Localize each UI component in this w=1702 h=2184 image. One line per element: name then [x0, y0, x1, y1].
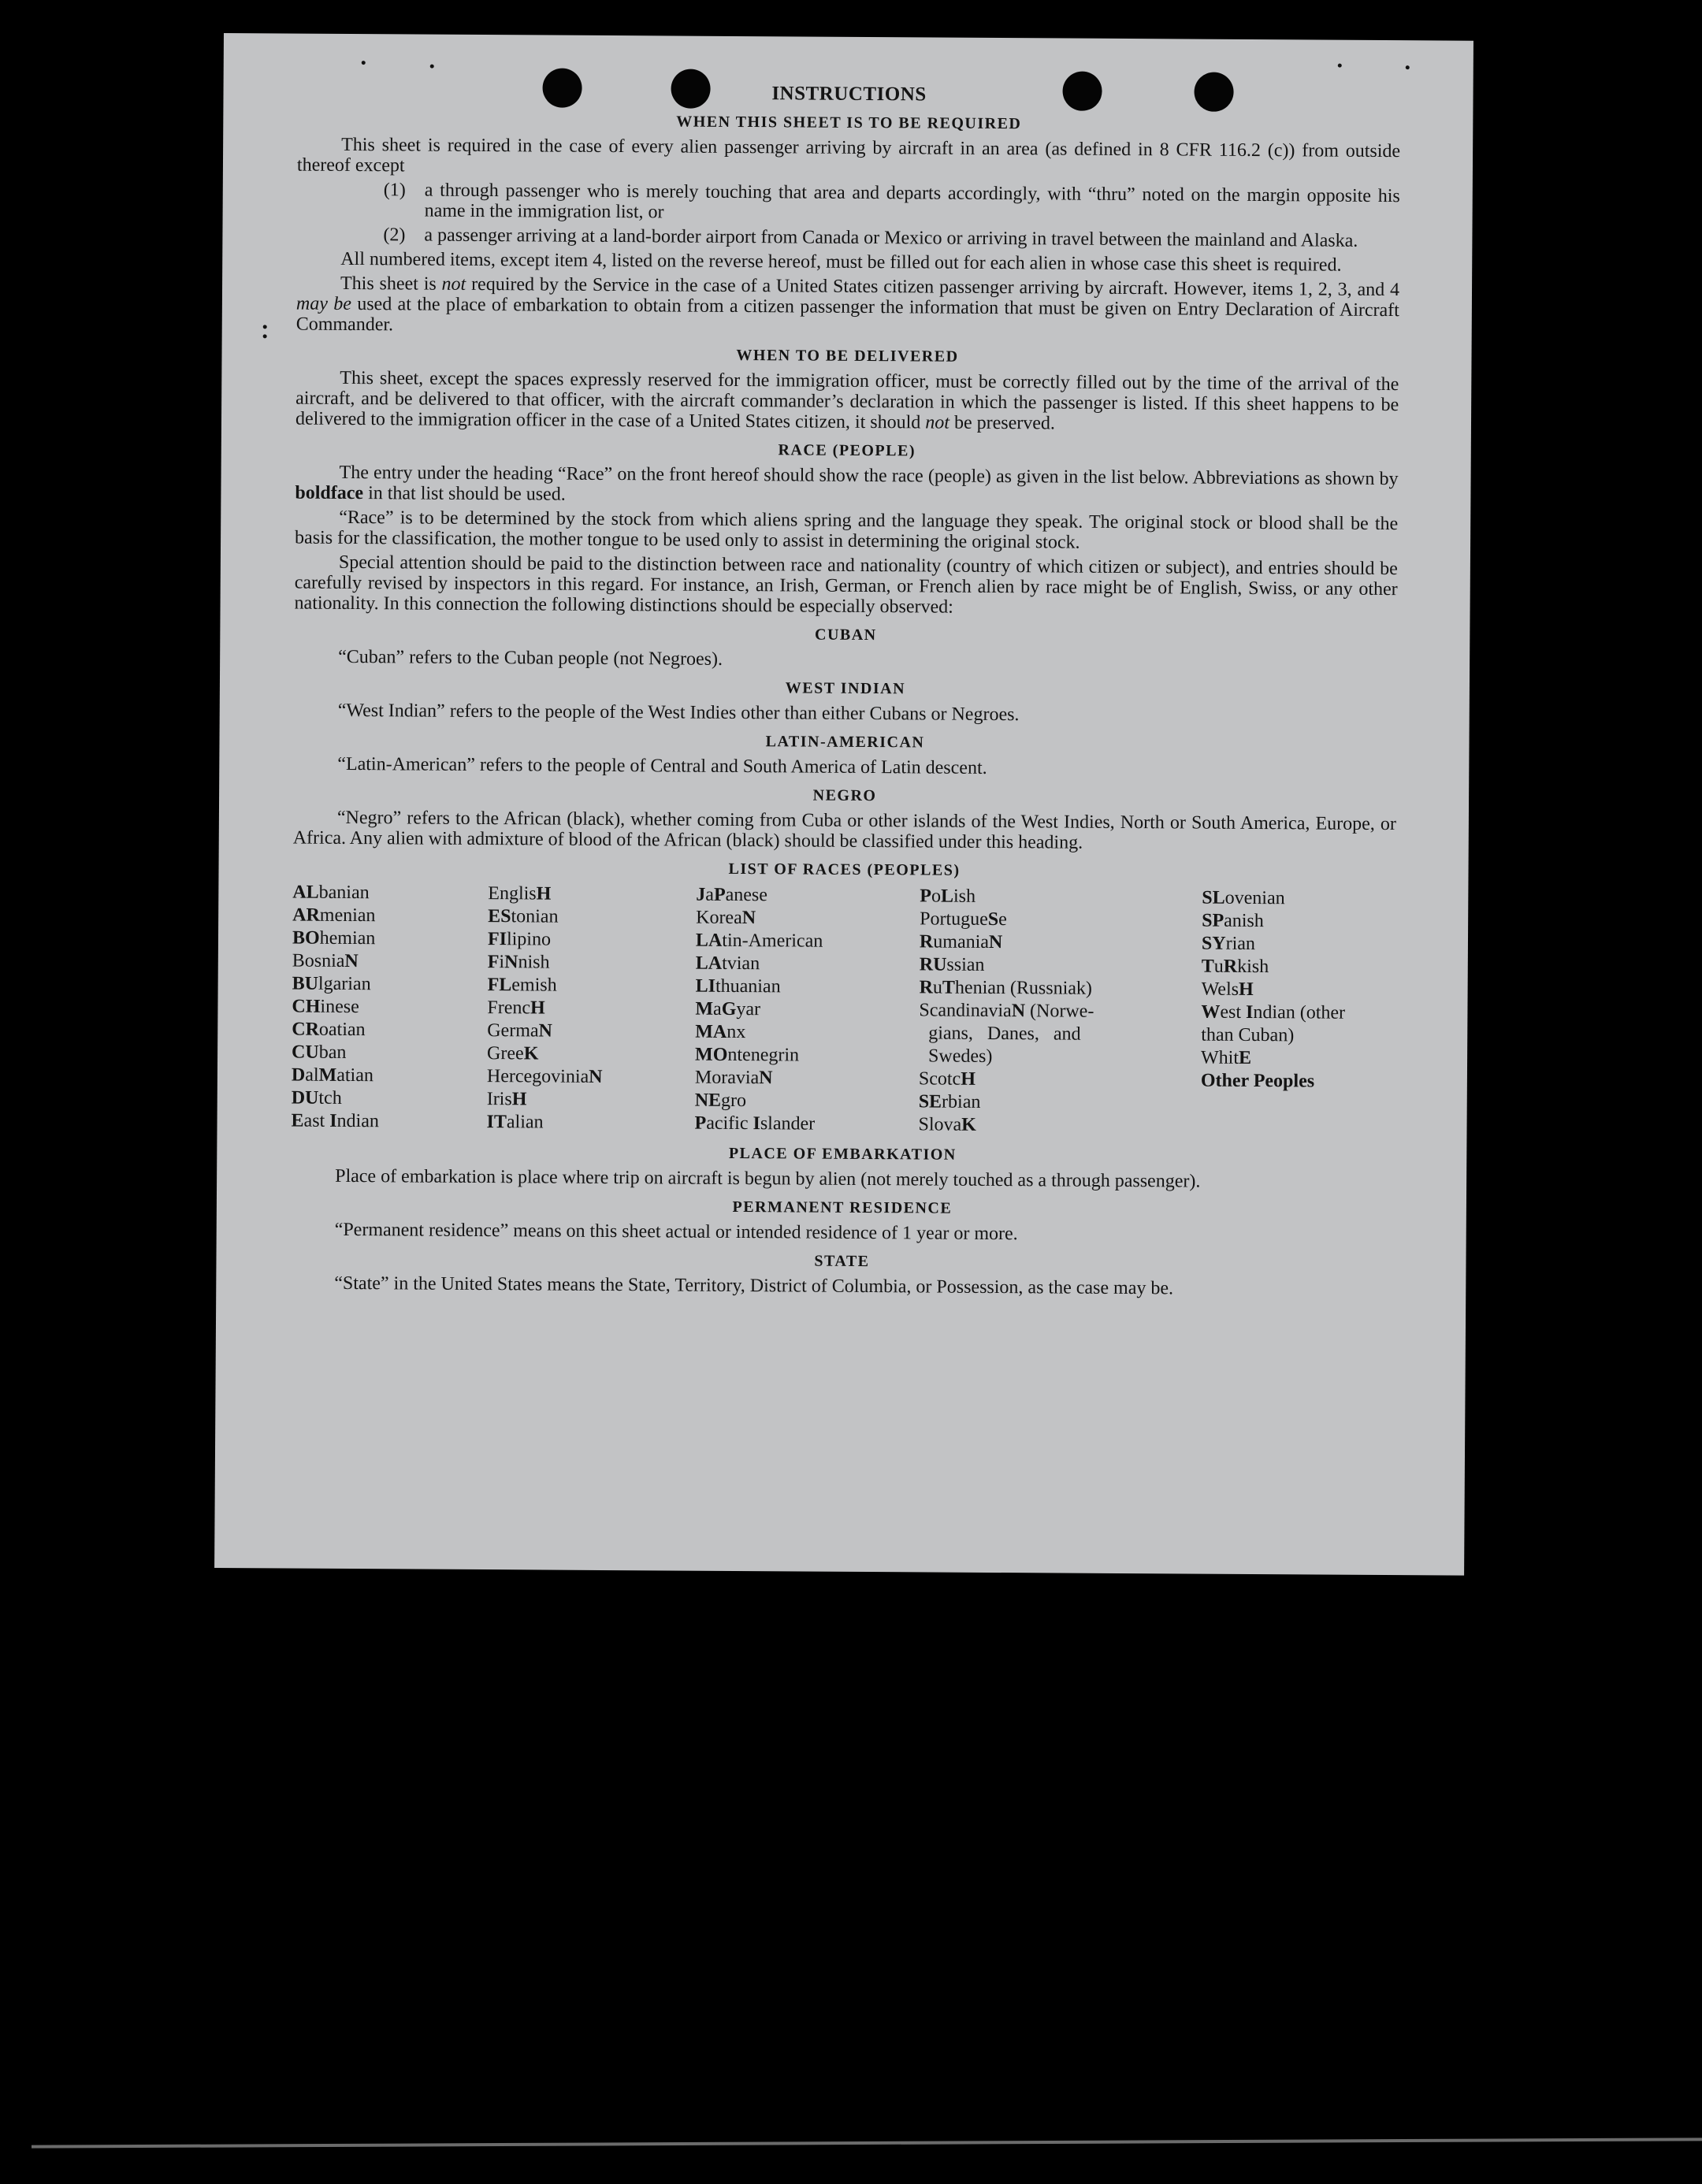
- paper-speck: [430, 65, 434, 69]
- race-entry: [920, 976, 1202, 1001]
- race-entry: [920, 908, 1202, 932]
- section-heading: STATE: [814, 1252, 870, 1271]
- paper-speck: [362, 61, 366, 65]
- race-abbreviation: E: [1238, 1047, 1252, 1068]
- race-text: hemian: [319, 927, 376, 949]
- race-abbreviation: SY: [1201, 933, 1226, 954]
- race-text: atian: [336, 1064, 373, 1086]
- emphasis-text: may be: [295, 293, 351, 314]
- race-text: Germa: [487, 1020, 539, 1042]
- race-text: umania: [933, 931, 990, 953]
- race-column: [486, 882, 696, 1135]
- race-abbreviation: R: [919, 931, 934, 953]
- text-run: The entry under the heading “Race” on the front hereof should show the race (people) as given in the list below. Abbreviations as shown by: [339, 462, 1399, 490]
- race-entry: [1202, 910, 1395, 934]
- paper-speck: [263, 334, 267, 338]
- race-abbreviation: CR: [292, 1019, 320, 1040]
- race-abbreviation: CU: [292, 1042, 319, 1063]
- race-text: ban: [318, 1042, 347, 1063]
- race-entry: [292, 1042, 487, 1066]
- paragraph: This sheet is required in the case of every alien passenger arriving by aircraft in an area (as defined in 8 CFR 116.2 (c)) from outside thereof except: [296, 134, 1401, 176]
- race-text: Scandinavia: [919, 1000, 1012, 1022]
- race-text: tin-American: [722, 930, 823, 952]
- paragraph: Place of embarkation is place where trip on aircraft is begun by alien (not merely touched as a through passenger).: [335, 1165, 1201, 1192]
- race-text: Gree: [487, 1043, 524, 1064]
- section-heading: LIST OF RACES (PEOPLES): [728, 860, 961, 879]
- race-abbreviation: I: [753, 1113, 760, 1135]
- race-text: anish: [1224, 910, 1264, 932]
- race-abbreviation: MA: [695, 1021, 727, 1042]
- race-entry: [919, 1068, 1201, 1092]
- race-abbreviation: P: [694, 1112, 707, 1134]
- paragraph: “Permanent residence” means on this sheet actual or intended residence of 1 year or more.: [334, 1219, 1018, 1245]
- race-abbreviation: J: [696, 884, 706, 905]
- race-text: Iris: [486, 1089, 512, 1110]
- race-abbreviation: P: [920, 886, 932, 907]
- section-heading: WHEN TO BE DELIVERED: [736, 346, 959, 366]
- race-entry: [695, 1044, 919, 1068]
- race-text: ndian (other: [1253, 1002, 1346, 1023]
- race-abbreviation: SP: [1202, 910, 1224, 931]
- race-entry: [1201, 1070, 1395, 1094]
- race-abbreviation: G: [721, 998, 737, 1020]
- race-entry: [488, 905, 696, 930]
- race-text: Korea: [696, 907, 742, 929]
- race-abbreviation: H: [1238, 979, 1254, 1001]
- race-abbreviation: W: [1201, 1001, 1221, 1023]
- race-text: slander: [760, 1113, 816, 1135]
- race-abbreviation: N: [504, 952, 518, 973]
- race-text: ntenegrin: [727, 1044, 800, 1066]
- section-heading: RACE (PEOPLE): [778, 441, 916, 460]
- race-entry: [292, 973, 488, 997]
- race-entry: [1201, 1001, 1395, 1026]
- race-abbreviation: ES: [488, 906, 511, 927]
- race-entry: [292, 950, 488, 975]
- paragraph: [295, 462, 1398, 511]
- race-text: Scotc: [918, 1068, 961, 1090]
- race-column: [1200, 887, 1395, 1139]
- race-text: ndian: [336, 1110, 380, 1132]
- race-abbreviation: BO: [292, 927, 320, 949]
- race-abbreviation: L: [940, 886, 954, 907]
- race-text: Englis: [488, 883, 537, 904]
- text-run: This sheet is: [340, 273, 442, 295]
- race-column: [694, 884, 920, 1137]
- bold-text: boldface: [295, 482, 364, 504]
- race-abbreviation: N: [589, 1066, 603, 1087]
- paragraph: All numbered items, except item 4, listed on the reverse hereof, must be filled out for each alien in whose case this sheet is required.: [340, 248, 1342, 276]
- race-text: tvian: [722, 953, 760, 975]
- race-abbreviation: LA: [695, 953, 723, 974]
- race-abbreviation: H: [530, 997, 545, 1019]
- paragraph: “Negro” refers to the African (black), whether coming from Cuba or other islands of the West Indies, North or South America, Europe, or Africa. Any alien with admixture of blood of the African (black) should be classified under this heading.: [292, 807, 1396, 853]
- race-text: Hercegovinia: [486, 1066, 589, 1087]
- race-entry: [292, 1064, 487, 1089]
- race-text: yar: [736, 998, 761, 1020]
- race-entry: [292, 1087, 487, 1112]
- section-heading: CUBAN: [814, 626, 877, 644]
- list-item: [296, 225, 1399, 252]
- race-abbreviation: N: [759, 1068, 773, 1089]
- race-text: inese: [320, 996, 359, 1018]
- race-abbreviation: IT: [486, 1112, 507, 1133]
- race-text: u: [1213, 956, 1224, 977]
- paragraph: “Latin-American” refers to the people of Central and South America of Latin descent.: [337, 753, 987, 778]
- race-entry: [1202, 887, 1395, 912]
- race-text: nx: [727, 1021, 746, 1043]
- race-text: than Cuban): [1201, 1024, 1295, 1046]
- race-column: [291, 882, 488, 1135]
- race-abbreviation: CH: [292, 996, 321, 1017]
- race-text: nish: [518, 952, 550, 973]
- race-entry: [488, 951, 696, 975]
- race-entry: [487, 1020, 695, 1044]
- race-text: acific: [706, 1112, 753, 1135]
- races-list: [291, 882, 1395, 1140]
- race-abbreviation: MO: [695, 1044, 728, 1065]
- race-entry: [919, 999, 1201, 1023]
- race-abbreviation: N: [741, 908, 756, 929]
- race-entry: [696, 953, 920, 977]
- race-text: alian: [506, 1112, 544, 1133]
- paper-speck: [1406, 65, 1410, 69]
- section-heading: WHEN THIS SHEET IS TO BE REQUIRED: [676, 113, 1022, 133]
- race-entry: [696, 930, 920, 954]
- item-number: (1): [383, 180, 406, 201]
- race-text: Swedes): [919, 1046, 993, 1067]
- race-entry: [292, 1019, 487, 1043]
- item-number: (2): [383, 225, 406, 246]
- race-abbreviation: SE: [918, 1091, 942, 1112]
- race-abbreviation: M: [695, 998, 714, 1020]
- section-heading: PERMANENT RESIDENCE: [732, 1198, 953, 1217]
- race-entry: [919, 1022, 1201, 1046]
- race-entry: [694, 1112, 918, 1137]
- emphasis-text: not: [925, 412, 950, 433]
- race-abbreviation: P: [713, 884, 726, 905]
- race-entry: [488, 882, 696, 907]
- paragraph: [296, 273, 1399, 342]
- page-title: INSTRUCTIONS: [771, 83, 927, 106]
- race-text: tonian: [511, 906, 559, 927]
- race-text: Slova: [918, 1114, 962, 1135]
- race-entry: [1201, 1024, 1395, 1049]
- race-entry: [696, 975, 920, 1000]
- race-abbreviation: BU: [292, 973, 319, 994]
- emphasis-text: not: [441, 273, 466, 295]
- section-heading: NEGRO: [812, 786, 877, 805]
- text-run: be preserved.: [949, 412, 1056, 434]
- race-text: oatian: [318, 1019, 366, 1041]
- race-text: a: [705, 884, 715, 905]
- race-text: ssian: [946, 954, 985, 975]
- race-abbreviation: N: [344, 950, 359, 972]
- paragraph: Special attention should be paid to the distinction between race and nationality (country of which citizen or subject), and entries should be carefully revised by inspectors in this regard. For instance, an Irish, German, or French alien by race might be of English, Swiss, or any other nationality. In this connection the following distinctions should be especially observed:: [294, 552, 1398, 618]
- list-item: [297, 180, 1400, 228]
- race-entry: [1201, 1047, 1395, 1072]
- race-abbreviation: FI: [487, 929, 507, 950]
- race-entry: [487, 1088, 695, 1112]
- race-text: Portugue: [920, 908, 988, 930]
- race-abbreviation: T: [942, 977, 956, 998]
- race-abbreviation: SL: [1202, 887, 1225, 908]
- race-entry: [292, 904, 488, 929]
- race-text: ovenian: [1224, 887, 1285, 909]
- race-entry: [695, 1067, 919, 1091]
- race-text: ast: [303, 1110, 330, 1131]
- race-abbreviation: E: [291, 1110, 304, 1131]
- race-text: ish: [953, 886, 976, 907]
- text-run: in that list should be used.: [363, 483, 566, 505]
- race-text: Moravia: [694, 1067, 760, 1089]
- race-abbreviation: I: [1246, 1001, 1254, 1023]
- race-text: emish: [511, 975, 557, 996]
- section-heading: WEST INDIAN: [785, 679, 906, 698]
- race-abbreviation: M: [318, 1064, 337, 1086]
- paper-speck: [1338, 64, 1342, 68]
- race-entry: [920, 930, 1202, 955]
- race-entry: [292, 882, 488, 906]
- race-text: o: [931, 886, 942, 907]
- race-abbreviation: NE: [694, 1090, 722, 1111]
- scan-edge-line: [32, 2138, 1702, 2148]
- race-text: anese: [725, 884, 768, 906]
- race-entry: [487, 1065, 695, 1090]
- race-abbreviation: LA: [695, 930, 723, 951]
- race-text: Whit: [1200, 1047, 1239, 1068]
- race-column: [918, 885, 1202, 1138]
- race-abbreviation: D: [291, 1064, 306, 1086]
- section-heading: LATIN-AMERICAN: [765, 733, 925, 752]
- section-heading: PLACE OF EMBARKATION: [728, 1144, 957, 1164]
- race-entry: [919, 1090, 1201, 1115]
- race-text: gians, Danes, and: [919, 1023, 1081, 1045]
- race-abbreviation: RU: [919, 954, 947, 975]
- race-abbreviation: H: [961, 1068, 975, 1090]
- race-entry: [291, 1110, 486, 1135]
- race-text: Frenc: [487, 997, 531, 1019]
- race-entry: [696, 884, 920, 908]
- race-entry: [1202, 979, 1395, 1003]
- race-text: thuanian: [715, 975, 781, 997]
- race-entry: [695, 1021, 919, 1046]
- race-abbreviation: F: [487, 952, 500, 973]
- race-text: menian: [319, 904, 376, 927]
- paragraph: “West Indian” refers to the people of the West Indies other than either Cubans or Negroes.: [337, 700, 1020, 726]
- race-text: a: [713, 998, 722, 1020]
- race-abbreviation: DU: [291, 1087, 319, 1109]
- race-entry: [695, 1090, 919, 1114]
- race-text: e: [998, 909, 1007, 930]
- race-abbreviation: K: [523, 1043, 539, 1064]
- race-abbreviation: Other Peoples: [1200, 1070, 1315, 1092]
- race-entry: [696, 907, 920, 931]
- race-entry: [919, 1045, 1201, 1069]
- race-abbreviation: AR: [292, 904, 320, 926]
- race-entry: [1202, 956, 1395, 980]
- race-text: lgarian: [318, 973, 371, 995]
- race-entry: [920, 885, 1202, 909]
- race-abbreviation: AL: [292, 882, 319, 903]
- instructions-text: [290, 81, 1400, 1305]
- paragraph: [295, 368, 1399, 436]
- document-page: [214, 33, 1473, 1576]
- race-entry: [487, 997, 695, 1021]
- race-text: rian: [1225, 933, 1256, 955]
- race-entry: [487, 1042, 695, 1067]
- race-text: tch: [318, 1087, 342, 1109]
- race-abbreviation: N: [538, 1020, 552, 1042]
- paragraph: “State” in the United States means the State, Territory, District of Columbia, or Possession, as the case may be.: [334, 1272, 1174, 1299]
- race-entry: [292, 996, 487, 1020]
- race-abbreviation: K: [961, 1114, 976, 1135]
- text-run: required by the Service in the case of a United States citizen passenger arriving by aircraft. However, items 1, 2, 3, and 4: [466, 273, 1400, 301]
- race-abbreviation: FL: [487, 975, 512, 996]
- item-text: a through passenger who is merely touching that area and departs accordingly, with “thru” noted on the margin opposite his name in the immigration list, or: [424, 180, 1400, 223]
- race-text: banian: [318, 882, 370, 904]
- race-text: u: [932, 977, 943, 998]
- race-text: gro: [720, 1090, 747, 1112]
- race-abbreviation: T: [1201, 956, 1214, 977]
- race-entry: [918, 1113, 1200, 1138]
- race-text: est: [1220, 1001, 1247, 1023]
- race-abbreviation: N: [1011, 1001, 1026, 1022]
- race-abbreviation: LI: [695, 975, 716, 997]
- race-text: al: [305, 1064, 319, 1086]
- race-entry: [695, 998, 919, 1023]
- race-entry: [292, 927, 488, 952]
- race-entry: [920, 953, 1202, 978]
- race-text: i: [499, 952, 505, 973]
- paragraph: “Race” is to be determined by the stock from which aliens spring and the language they speak. The original stock or blood shall be the basis for the classification, the mother tongue to be used only to assist in determining the original stock.: [295, 507, 1399, 553]
- race-abbreviation: N: [988, 931, 1003, 953]
- race-text: rbian: [942, 1091, 981, 1112]
- race-entry: [488, 928, 696, 953]
- text-run: This sheet, except the spaces expressly reserved for the immigration officer, must be correctly filled out by the time of the arrival of the aircraft, and be delivered to that officer, with the aircraft commander’s declaration in which the passenger is listed. If this sheet happens to be delivered to the immigration officer in the case of a United States citizen, it should: [295, 367, 1399, 433]
- race-abbreviation: S: [987, 908, 999, 930]
- race-abbreviation: H: [511, 1089, 527, 1110]
- paragraph: “Cuban” refers to the Cuban people (not Negroes).: [338, 646, 723, 670]
- race-text: Bosnia: [292, 950, 345, 971]
- race-abbreviation: I: [329, 1110, 337, 1131]
- race-text: Wels: [1201, 979, 1239, 1000]
- text-run: used at the place of embarkation to obtain from a citizen passenger the information that must be given on Entry Declaration of Aircraft Commander.: [295, 293, 1399, 336]
- race-entry: [1202, 933, 1395, 957]
- race-abbreviation: R: [1223, 956, 1238, 977]
- race-entry: [488, 974, 696, 998]
- race-abbreviation: R: [919, 977, 934, 998]
- paper-speck: [263, 325, 267, 329]
- race-text: (Norwe-: [1024, 1001, 1094, 1022]
- race-text: kish: [1237, 956, 1269, 978]
- item-text: a passenger arriving at a land-border airport from Canada or Mexico or arriving in travel between the mainland and Alaska.: [424, 225, 1358, 251]
- race-text: henian (Russniak): [954, 977, 1093, 999]
- race-abbreviation: H: [536, 883, 552, 904]
- race-text: lipino: [506, 929, 552, 950]
- race-entry: [486, 1111, 694, 1135]
